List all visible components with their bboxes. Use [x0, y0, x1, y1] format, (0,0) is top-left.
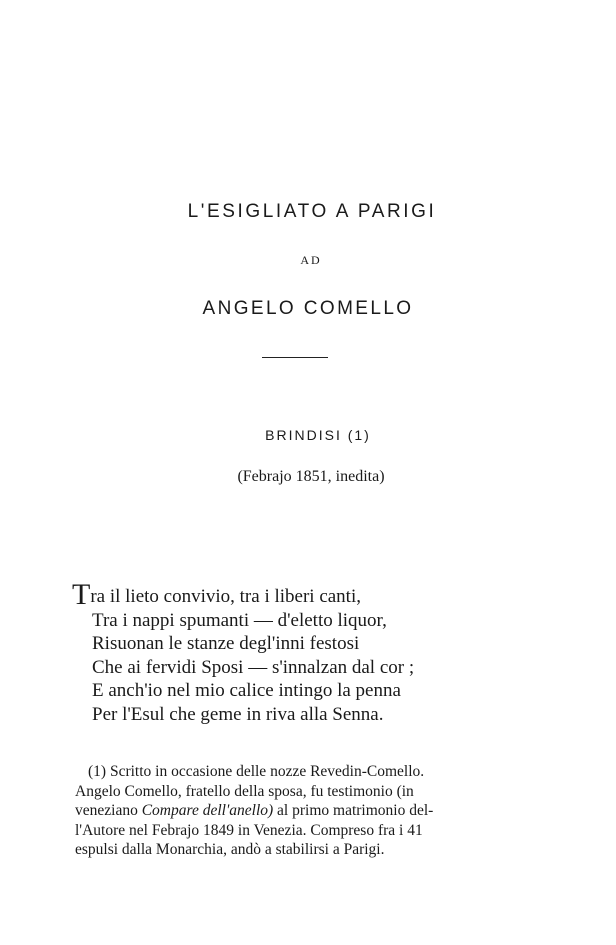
footnote-line-2: Angelo Comello, fratello della sposa, fu testimonio (in: [75, 782, 414, 800]
footnote-italic-phrase: Compare dell'anello): [141, 802, 274, 819]
poem-subtitle: BRINDISI (1): [265, 427, 371, 443]
dedicatee-name: ANGELO COMELLO: [202, 298, 414, 319]
poem-line-3: Risuonan le stanze degl'inni festosi: [92, 633, 360, 654]
footnote-line-3-post: al primo matrimonio del-: [273, 802, 434, 819]
poem-line-1-text: ra il lieto convivio, tra i liberi canti,: [90, 586, 361, 607]
footnote-line-4: l'Autore nel Febrajo 1849 in Venezia. Compreso fra i 41: [75, 821, 423, 839]
date-note: (Febrajo 1851, inedita): [237, 468, 385, 485]
poem-line-5: E anch'io nel mio calice intingo la penna: [92, 680, 401, 701]
footnote-line-5: espulsi dalla Monarchia, andò a stabilirsi a Parigi.: [75, 841, 385, 858]
poem-line-6: Per l'Esul che geme in riva alla Senna.: [92, 703, 384, 725]
poem-title: L'ESIGLIATO A PARIGI: [187, 201, 437, 222]
footnote-line-1: (1) Scritto in occasione delle nozze Revedin-Comello.: [88, 763, 425, 780]
poem-line-2: Tra i nappi spumanti — d'eletto liquor,: [92, 609, 387, 631]
poem-line-1: [72, 578, 552, 611]
footnote-line-3: [75, 801, 533, 821]
drop-cap: T: [72, 578, 91, 611]
poem-line-4: Che ai fervidi Sposi — s'innalzan dal cor ;: [92, 656, 415, 678]
footnote: [75, 762, 533, 860]
footnote-line-3-pre: veneziano: [75, 802, 142, 819]
section-divider: [262, 357, 328, 358]
poem-stanza: [72, 578, 556, 726]
dedication-prefix: AD: [300, 253, 322, 267]
